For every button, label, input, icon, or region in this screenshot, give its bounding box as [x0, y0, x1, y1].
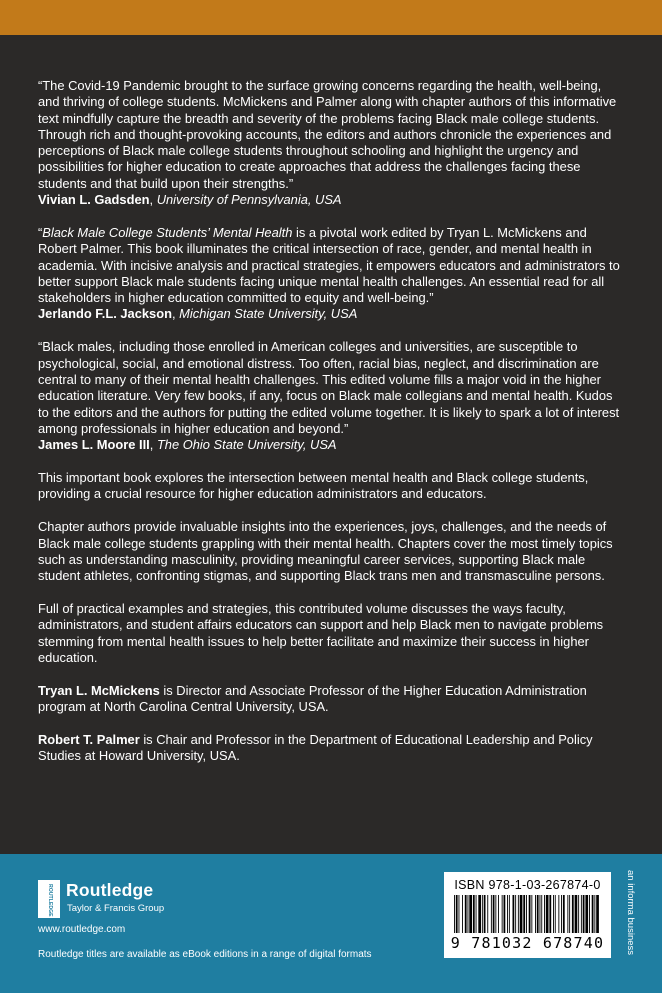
barcode-bar [469, 895, 472, 933]
barcode-bar [546, 895, 549, 933]
barcode-bar [575, 895, 578, 933]
barcode-bar [491, 895, 492, 933]
top-color-band [0, 0, 662, 35]
barcode-bar [596, 895, 599, 933]
barcode-bar [465, 895, 467, 933]
barcode-bar [572, 895, 574, 933]
barcode-bar [493, 895, 495, 933]
reviewer-name: James L. Moore III [38, 437, 150, 453]
isbn-barcode [444, 872, 611, 958]
barcode-bar [558, 895, 559, 933]
review-quote-text: is a pivotal work edited by Tryan L. McMickens and Robert Palmer. This book illuminates the critical intersection of race, gender, and mental health in academia. With incisive analysis and practical strategies, it empowers educators and administrators to better support Black male students facing unique mental health challenges. An essential read for all stakeholders in higher education committed to equity and well-being.” [38, 224, 620, 306]
ebook-note: Routledge titles are available as eBook editions in a range of digital formats [38, 949, 372, 960]
barcode-bar [523, 895, 525, 933]
isbn-label: ISBN 978-1-03-267874-0 [454, 878, 601, 892]
barcode-bar [468, 895, 469, 933]
barcode-bar [555, 895, 556, 933]
description-paragraph: Chapter authors provide invaluable insights into the experiences, joys, challenges, and the needs of Black male college students grappling with their mental health. Chapters cover the most timely topics such as understanding masculinity, providing meaningful career services, supporting Black male student athletes, confronting stigmas, and supporting Black trans men and transmasculine persons. [38, 519, 613, 584]
review-attribution: Jerlando F.L. Jackson, Michigan State University, USA [38, 306, 358, 322]
barcode-bar [487, 895, 488, 933]
book-title: Black Male College Students’ Mental Health [42, 224, 293, 240]
editor-name: Tryan L. McMickens [38, 682, 160, 698]
barcode-bar [537, 895, 539, 933]
barcode-bar [518, 895, 519, 933]
barcode-bar [585, 895, 588, 933]
barcode-bar [478, 895, 481, 933]
barcode-bar [502, 895, 503, 933]
description-paragraph: Full of practical examples and strategies, this contributed volume discusses the ways faculty, administrators, and student affairs educators can support and help Black men to navigate problems stemming from mental health issues to help better facilitate and maximize their success in higher education. [38, 600, 604, 665]
barcode-bar [561, 895, 562, 933]
barcode-bar [563, 895, 565, 933]
editor-name: Robert T. Palmer [38, 731, 140, 747]
barcode-bar [520, 895, 523, 933]
publisher-subtitle: Taylor & Francis Group [67, 903, 165, 914]
routledge-logo [38, 880, 188, 920]
barcode-bar [549, 895, 551, 933]
review-attribution: Vivian L. Gadsden, University of Pennsylvania, USA [38, 192, 342, 208]
back-cover-text [38, 78, 626, 781]
barcode-bar [544, 895, 545, 933]
reviewer-affiliation: Michigan State University, USA [179, 306, 358, 322]
editor-bio-text: is Chair and Professor in the Department of Educational Leadership and Policy Studies at Howard University, USA. [38, 731, 593, 764]
barcode-bar [567, 895, 568, 933]
reviewer-name: Vivian L. Gadsden [38, 192, 150, 208]
barcode-bar [482, 895, 483, 933]
barcode-bar [535, 895, 536, 933]
reviewer-name: Jerlando F.L. Jackson [38, 306, 172, 322]
barcode-bar [454, 895, 455, 933]
barcode-bar [529, 895, 531, 933]
barcode-bar [569, 895, 570, 933]
barcode-bar [509, 895, 510, 933]
editor-bio [38, 732, 626, 765]
review-quote [38, 225, 626, 306]
review-quote: “Black males, including those enrolled in American colleges and universities, are susceptible to psychological, social, and emotional distress. Too often, racial bias, neglect, and discrimination are central to many of their mental health challenges. This edited volume fills a major void in the higher education literature. Very few books, if any, focus on Black male collegians and mental health. Kudos to the editors and the authors for putting the edited volume together. It is likely to spark a lot of interest among professionals in higher education and beyond.” [38, 339, 620, 436]
routledge-mark-icon [38, 880, 60, 918]
barcode-bar [589, 895, 590, 933]
barcode-bar [462, 895, 463, 933]
publisher-website: www.routledge.com [38, 924, 126, 935]
barcode-bar [507, 895, 508, 933]
review-quote: “The Covid-19 Pandemic brought to the surface growing concerns regarding the health, well-being, and thriving of college students. McMickens and Palmer along with chapter authors of this informative text mindfully capture the breadth and severity of the problems facing Black male college students. Through rich and thought-provoking accounts, the editors and authors chronicle the experiences and perceptions of Black male college students throughout schooling and highlight the urgency and possibilities for higher education to create approaches that address the challenges facing these students and that build upon their strengths.” [38, 78, 617, 191]
quote-open-mark: “ [38, 224, 43, 240]
barcode-bar [583, 895, 585, 933]
barcode-bar [513, 895, 515, 933]
reviewer-affiliation: University of Pennsylvania, USA [156, 192, 342, 208]
barcode-bar [459, 895, 460, 933]
barcode-bar [473, 895, 475, 933]
barcode-bar [476, 895, 477, 933]
barcode-bar [592, 895, 594, 933]
barcode-bar [540, 895, 541, 933]
barcode-bar [531, 895, 532, 933]
editor-bio [38, 683, 626, 716]
description-paragraph: This important book explores the intersection between mental health and Black college students, providing a crucial resource for higher education administrators and educators. [38, 470, 589, 502]
barcode-bar [495, 895, 496, 933]
barcode-icon [454, 895, 601, 933]
barcode-bar [484, 895, 486, 933]
barcode-bar [594, 895, 595, 933]
review-attribution: James L. Moore III, The Ohio State University, USA [38, 437, 337, 453]
barcode-bar [541, 895, 542, 933]
barcode-digits: 9 781032 678740 [450, 934, 605, 952]
barcode-bar [526, 895, 527, 933]
barcode-bar [456, 895, 458, 933]
barcode-bar [553, 895, 554, 933]
barcode-bar [581, 895, 582, 933]
barcode-bar [504, 895, 506, 933]
informa-tagline: an informa business [625, 870, 636, 956]
editor-bio-text: is Director and Associate Professor of the Higher Education Administration program at North Carolina Central University, USA. [38, 682, 587, 715]
barcode-bar [498, 895, 499, 933]
publisher-name: Routledge [66, 880, 154, 900]
routledge-mark-text: ROUTLEDGE [47, 884, 53, 917]
reviewer-affiliation: The Ohio State University, USA [156, 437, 337, 453]
barcode-bar [578, 895, 579, 933]
barcode-bar [515, 895, 516, 933]
